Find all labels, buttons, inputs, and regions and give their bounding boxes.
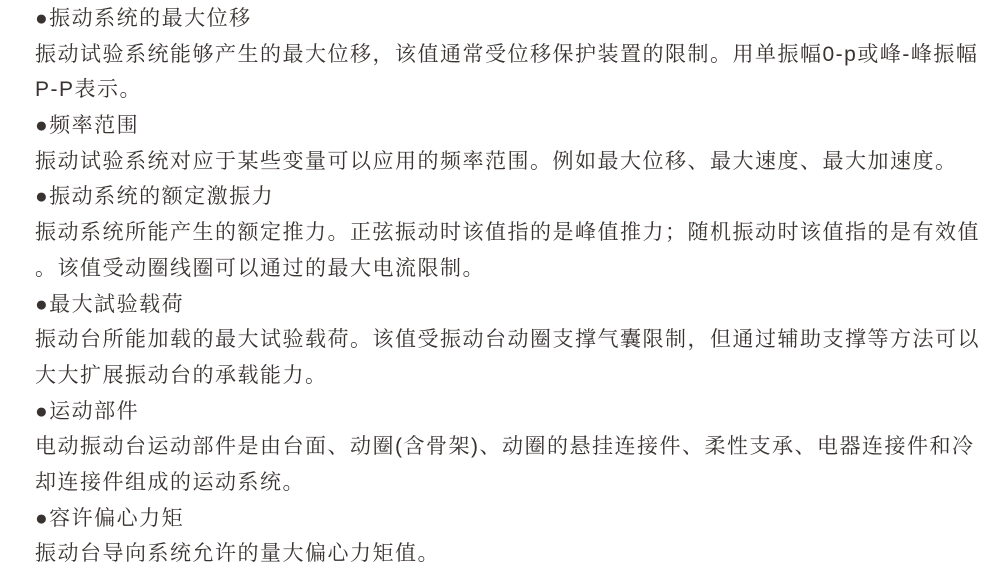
body-line: 电动振动台运动部件是由台面、动圈(含骨架)、动圈的悬挂连接件、柔性支承、电器连接件和冷	[35, 435, 975, 459]
body-line: 。该值受动圈线圈可以通过的最大电流限制。	[35, 256, 485, 280]
section-max-test-load	[35, 287, 1000, 394]
body-line: 振动试验系统能够产生的最大位移，该值通常受位移保护装置的限制。用单振幅0-p或峰-峰振幅	[35, 42, 979, 66]
body-line: 振动台所能加载的最大试验载荷。该值受振动台动圈支撑气囊限制，但通过辅助支撑等方法可以	[35, 328, 980, 352]
section-moving-parts	[35, 394, 1000, 501]
section-heading: ●最大試验载荷	[35, 292, 185, 316]
section-max-displacement	[35, 1, 1000, 108]
body-line: P-P表示。	[35, 78, 143, 102]
section-frequency-range	[35, 108, 1000, 179]
section-heading: ●振动系统的额定激振力	[35, 185, 275, 209]
section-heading: ●频率范围	[35, 114, 140, 138]
section-heading: ●运动部件	[35, 399, 140, 423]
section-heading: ●容许偏心力矩	[35, 506, 185, 530]
body-line: 振动台导向系统允许的量大偏心力矩值。	[35, 542, 440, 566]
body-line: 振动系统所能产生的额定推力。正弦振动时该值指的是峰值推力；随机振动时该值指的是有效值	[35, 221, 980, 245]
section-rated-excitation-force	[35, 179, 1000, 286]
body-line: 大大扩展振动台的承载能力。	[35, 363, 328, 387]
body-line: 却连接件组成的运动系统。	[35, 470, 305, 494]
section-heading: ●振动系统的最大位移	[35, 7, 252, 30]
body-line: 振动试验系统对应于某些变量可以应用的频率范围。例如最大位移、最大速度、最大加速度。	[35, 149, 958, 173]
glossary-document	[35, 1, 1000, 572]
section-allowable-eccentric-moment	[35, 501, 1000, 572]
